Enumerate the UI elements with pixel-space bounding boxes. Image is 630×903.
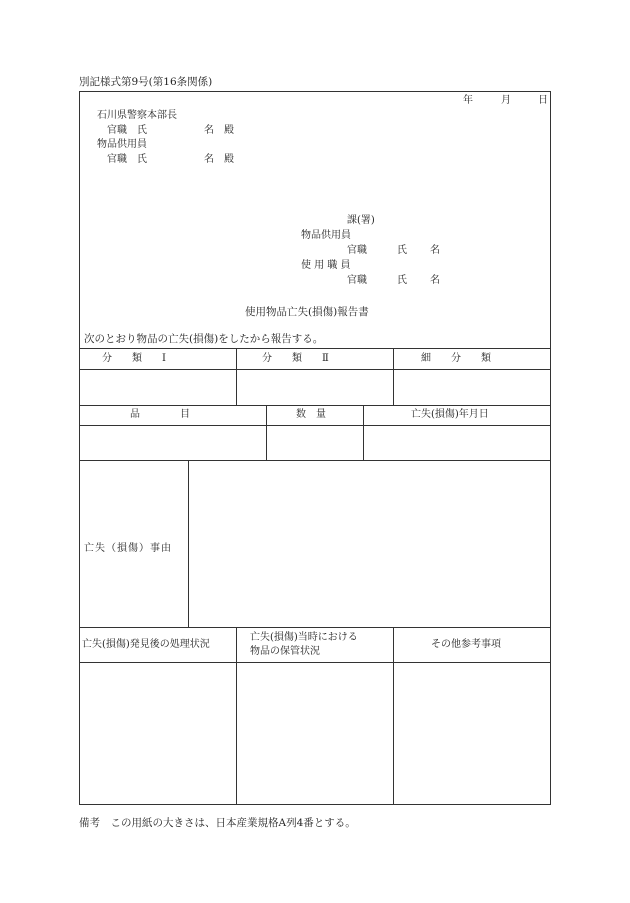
sender-supply-title: 官職 [347,245,367,256]
addressee-supply-name: 名 殿 [204,154,234,165]
form-number-label: 別記様式第9号(第16条関係) [79,76,213,88]
header-storage-status-line1: 亡失(損傷)当時における [250,632,358,643]
addressee-chief: 石川県警察本部長 [97,110,177,121]
header-item: 品 目 [130,409,190,420]
sender-supply-mei: 名 [430,245,440,256]
input-reason[interactable] [189,461,550,627]
addressee-supply-title: 官職 氏 [107,154,147,165]
input-subcategory[interactable] [394,370,550,405]
input-category-1[interactable] [80,370,236,405]
input-storage-status[interactable] [237,663,393,804]
input-post-discovery-handling[interactable] [80,663,236,804]
header-subcategory: 細 分 類 [421,353,491,364]
header-other-notes: その他参考事項 [431,639,501,650]
header-storage-status-line2: 物品の保管状況 [250,646,320,657]
addressee-supply-officer: 物品供用員 [97,139,147,150]
addressee-chief-title: 官職 氏 [107,125,147,136]
sender-supply-shi: 氏 [397,245,407,256]
table1-top-line [79,348,551,349]
header-category-1: 分 類 Ⅰ [102,353,166,364]
addressee-chief-name: 名 殿 [204,125,234,136]
sender-section: 課(署) [347,215,375,226]
table2-top-line [79,405,551,406]
header-post-discovery-handling: 亡失(損傷)発見後の処理状況 [82,639,210,650]
input-other-notes[interactable] [394,663,550,804]
date-day: 日 [538,95,548,106]
date-month: 月 [501,95,511,106]
intro-text: 次のとおり物品の亡失(損傷)をしたから報告する。 [84,333,324,345]
input-category-2[interactable] [237,370,393,405]
sender-use-title: 官職 [347,275,367,286]
input-item[interactable] [80,426,266,460]
sender-use-staff: 使 用 職 員 [301,260,351,271]
footer-note: 備考 この用紙の大きさは、日本産業規格A列4番とする。 [79,817,356,829]
input-quantity[interactable] [267,426,363,460]
sender-use-mei: 名 [430,275,440,286]
reason-label: 亡失（損傷）事由 [84,543,172,554]
header-loss-date: 亡失(損傷)年月日 [411,409,489,420]
header-quantity: 数 量 [296,409,326,420]
sender-use-shi: 氏 [397,275,407,286]
date-year: 年 [463,95,473,106]
table3-top-line [79,627,551,628]
report-title: 使用物品亡失(損傷)報告書 [245,306,369,318]
header-category-2: 分 類 Ⅱ [262,353,329,364]
sender-supply-officer: 物品供用員 [301,230,351,241]
input-loss-date[interactable] [364,426,550,460]
